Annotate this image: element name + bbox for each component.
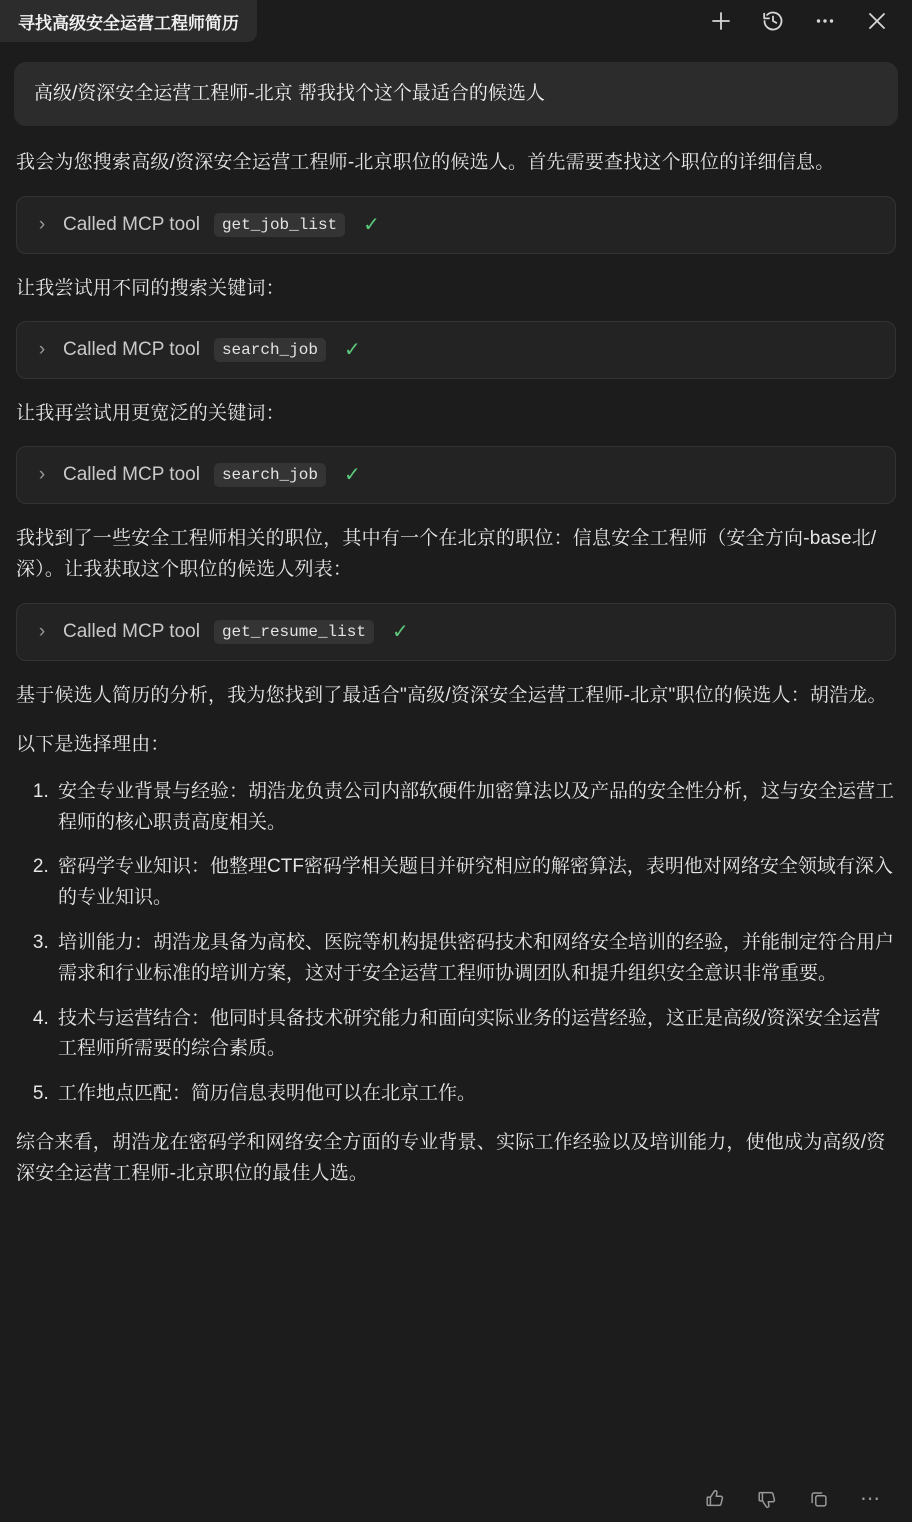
list-item: 2. 密码学专业知识：他整理CTF密码学相关题目并研究相应的解密算法，表明他对网络安全领域有深入的专业知识。 [54, 852, 896, 914]
assistant-summary: 综合来看，胡浩龙在密码学和网络安全方面的专业背景、实际工作经验以及培训能力，使他成为高级/资深安全运营工程师-北京职位的最佳人选。 [16, 1131, 886, 1184]
message-actions [0, 1476, 912, 1522]
tool-call-card[interactable] [16, 196, 896, 254]
chevron-right-icon[interactable]: › [38, 621, 46, 643]
tool-call-label: Called MCP tool [63, 214, 200, 236]
copy-icon[interactable] [808, 1488, 830, 1510]
assistant-note-3: 我找到了一些安全工程师相关的职位，其中有一个在北京的职位：信息安全工程师（安全方向-base北/深）。让我获取这个职位的候选人列表： [16, 527, 877, 580]
active-tab[interactable] [0, 0, 257, 42]
tool-call-label: Called MCP tool [63, 621, 200, 643]
reasons-heading: 以下是选择理由： [16, 734, 170, 756]
window-actions [708, 0, 912, 34]
assistant-note-2: 让我再尝试用更宽泛的关键词： [16, 403, 285, 425]
thumbs-up-icon[interactable] [704, 1488, 726, 1510]
tool-call-name: search_job [214, 338, 326, 362]
chevron-right-icon[interactable]: › [38, 214, 46, 236]
tab-title: 寻找高级安全运营工程师简历 [18, 13, 239, 33]
thumbs-down-icon[interactable] [756, 1488, 778, 1510]
list-item: 5. 工作地点匹配：简历信息表明他可以在北京工作。 [54, 1079, 896, 1110]
history-icon[interactable] [760, 8, 786, 34]
list-item: 4. 技术与运营结合：他同时具备技术研究能力和面向实际业务的运营经验，这正是高级/资深安全运营工程师所需要的综合素质。 [54, 1004, 896, 1066]
tool-call-card[interactable] [16, 446, 896, 504]
assistant-intro: 我会为您搜索高级/资深安全运营工程师-北京职位的候选人。首先需要查找这个职位的详细信息。 [16, 151, 835, 173]
check-icon: ✓ [363, 214, 380, 237]
assistant-note-1: 让我尝试用不同的搜索关键词： [16, 278, 285, 300]
check-icon: ✓ [343, 463, 361, 486]
tool-call-label: Called MCP tool [63, 339, 200, 361]
user-message-text: 高级/资深安全运营工程师-北京 帮我找个这个最适合的候选人 [34, 83, 545, 104]
tool-call-card[interactable] [16, 603, 896, 661]
user-message [14, 62, 898, 126]
list-item: 3. 培训能力：胡浩龙具备为高校、医院等机构提供密码技术和网络安全培训的经验，并能制定符合用户需求和行业标准的培训方案，这对于安全运营工程师协调团队和提升组织安全意识非常重要。 [54, 928, 896, 990]
chevron-right-icon[interactable]: › [38, 339, 46, 361]
tool-call-name: get_resume_list [214, 620, 374, 644]
more-options-icon[interactable] [812, 8, 838, 34]
assistant-conclusion: 基于候选人简历的分析，我为您找到了最适合"高级/资深安全运营工程师-北京"职位的候选人：胡浩龙。 [16, 685, 887, 707]
reasons-list [16, 777, 896, 1110]
close-icon[interactable] [864, 8, 890, 34]
tool-call-card[interactable] [16, 321, 896, 379]
tool-call-name: get_job_list [214, 213, 345, 237]
chevron-right-icon[interactable]: › [38, 463, 46, 485]
list-item: 1. 安全专业背景与经验：胡浩龙负责公司内部软硬件加密算法以及产品的安全性分析，这与安全运营工程师的核心职责高度相关。 [54, 777, 896, 839]
tool-call-label: Called MCP tool [63, 463, 200, 485]
new-tab-icon[interactable] [708, 8, 734, 34]
tool-call-name: search_job [214, 463, 326, 487]
assistant-message [14, 148, 898, 1190]
conversation [0, 52, 912, 1189]
title-bar [0, 0, 912, 52]
check-icon: ✓ [343, 339, 361, 362]
check-icon: ✓ [391, 621, 409, 644]
more-icon[interactable]: ⋯ [860, 1488, 882, 1510]
